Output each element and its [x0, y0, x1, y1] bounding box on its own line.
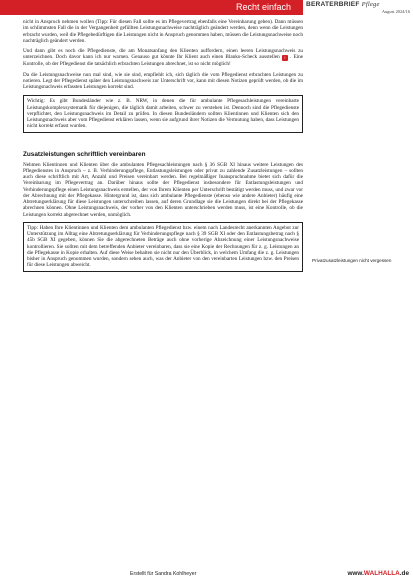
main-content	[23, 19, 303, 278]
margin-note: Privatzusatzleistungen nicht vergessen	[312, 258, 392, 263]
paragraph-1: nicht in Anspruch nehmen wollen (Tipp: Für diesen Fall sollte es im Pflegevertrag ebenfalls eine Vereinbarung geben). Dann müssen im schlimmsten Fall die in der Vergangenheit gefüllten Leistungsnachweise nachträglich geändert werden, denn wenn die Leistungen erbracht wurden, weil die Pflegebedürftigen die Leistungen nicht in Anspruch genommen haben, müssen die Leistungsnachweise noch nachträglich geändert werden.	[23, 19, 303, 44]
page-footer	[0, 569, 413, 583]
brand-prefix: BERATERBRIEF	[306, 1, 360, 8]
url-prefix: www.	[347, 570, 364, 577]
paragraph-2-text-b: . Eine Kontrolle, ob der Pflegedienst die tatsächlich erbrachten Leistungen abrechnet, ist so nicht möglich!	[23, 54, 303, 68]
footer-url[interactable]	[347, 570, 409, 577]
footer-credit: Erstellt für Sandra Kohlheyer	[130, 571, 197, 577]
section-label: Recht einfach	[235, 2, 291, 12]
issue-label: August 2024/16	[381, 9, 410, 14]
paragraph-2-text-a: Und dann gibt es noch die Pflegedienste, die am Monatsanfang den Klienten auffordern, einen leeren Leistungsnachweis zu unterzeichnen. Doch davor kann ich nur warnen. Genauso gut könnte Ihr Klient auch einen Blanko-Scheck ausstellen	[23, 48, 303, 61]
paragraph-3: Da die Leistungsnachweise nun mal sind, wie sie sind, empfiehlt ich, sich täglich die vom Pflegedienst erbrachten Leistungen zu notieren. Legt der Pflegedienst später den Leistungsnachweis zur Unterschrift vor, kann mit diesen Notizen geprüft werden, ob die im Leistungsnachweis erfassten Leistungen korrekt sind.	[23, 71, 303, 90]
section-banner	[0, 0, 303, 15]
publication-brand	[306, 1, 410, 14]
url-suffix: .de	[399, 570, 409, 577]
brand-suffix: Pflege	[361, 1, 380, 8]
paragraph-4: Nehmen Klientinnen und Klienten über die ambulanten Pflegesachleistungen nach § 36 SGB XI hinaus weitere Leistungen des Pflegedienstes in Anspruch – z. B. Verhinderungspflege, Entlastungsleistungen oder privat zu zahlende Zusatzleistungen – sollten auch diese schriftlich mit Art, Anzahl und Preisen vereinbart werden. Bei regelmäßiger Inanspruchnahme bietet sich dafür die Vereinbarung im Pflegevertrag an. Darüber hinaus sollte der Pflegedienst insbesondere für Entlastungsleistungen und Verhinderungspflege einen Leistungsnachweis erstellen, der von Ihrem Klienten per Unterschrift bestätigt werden muss, und zwar vor der Abrechnung mit der Pflegekasse. Hintergrund ist, dass sich ambulante Pflegedienste (ebenso wie andere Anbieter) häufig eine Abtretungserklärung für diese Leistungen unterschreiben lassen, auf deren Grundlage sie die Leistungen direkt bei der Pflegekasse abrechnen können. Ohne Leistungsnachweis, der vorher von den Klienten unterschrieben werden muss, ist eine Kontrolle, ob die Leistungen korrekt abgerechnet werden, unmöglich.	[23, 161, 303, 218]
tip-box: Tipp: Haben Ihre Klientinnen und Klienten dem ambulanten Pflegedienst bzw. einem nach Landesrecht anerkannten Angebot zur Unterstützung im Alltag eine Abtretungserklärung für Verhinderungspflege nach § 39 SGB XI oder den Entlastungsbetrag nach § 45b SGB XI gegeben, können Sie die abgerechneten Beträge auch ohne vorherige Abzeichnung einer Leistungsnachweise kontrollieren. Sie sollten mit dem betreffenden Anbieter vereinbaren, dass sie eine Kopie der Rechnungen für z. g. Leistungen an die Pflegekasse in Kopie erhalten. Auf diese Weise behalten sie nicht nur den Überblick, in welchem Umfang die z. g. Leistungen bisher in Anspruch genommen wurden, sondern sehen auch, was der Anbieter von den vereinbarten Leistungen bzw. den Preisen für diese Leistungen abweicht.	[23, 222, 303, 272]
brand-title	[306, 1, 410, 8]
url-brand: WALHALLA	[363, 570, 400, 577]
warning-icon: !	[282, 55, 288, 61]
note-box: Wichtig: Es gibt Bundesländer wie z. B. NRW, in denen die für ambulante Pflegesachleistungen vereinbarte Leistungskomplexsystematik für diejenigen, die täglich damit arbeiten, schwer zu verstehen ist. Dennoch sind die Pflegedienste verpflichtet, den Leistungsnachweis im Detail zu prüfen. In diesen Bundesländern sollten Klientinnen und Klienten sich den Leistungsnachweis aber vom Pflegedienst erklären lassen, wenn sie aufgrund ihrer Notizen die Vermutung haben, dass Leistungen nicht korrekt erfasst wurden.	[23, 95, 303, 132]
section-heading: Zusatzleistungen schriftlich vereinbaren	[23, 150, 146, 158]
paragraph-2	[23, 48, 303, 68]
